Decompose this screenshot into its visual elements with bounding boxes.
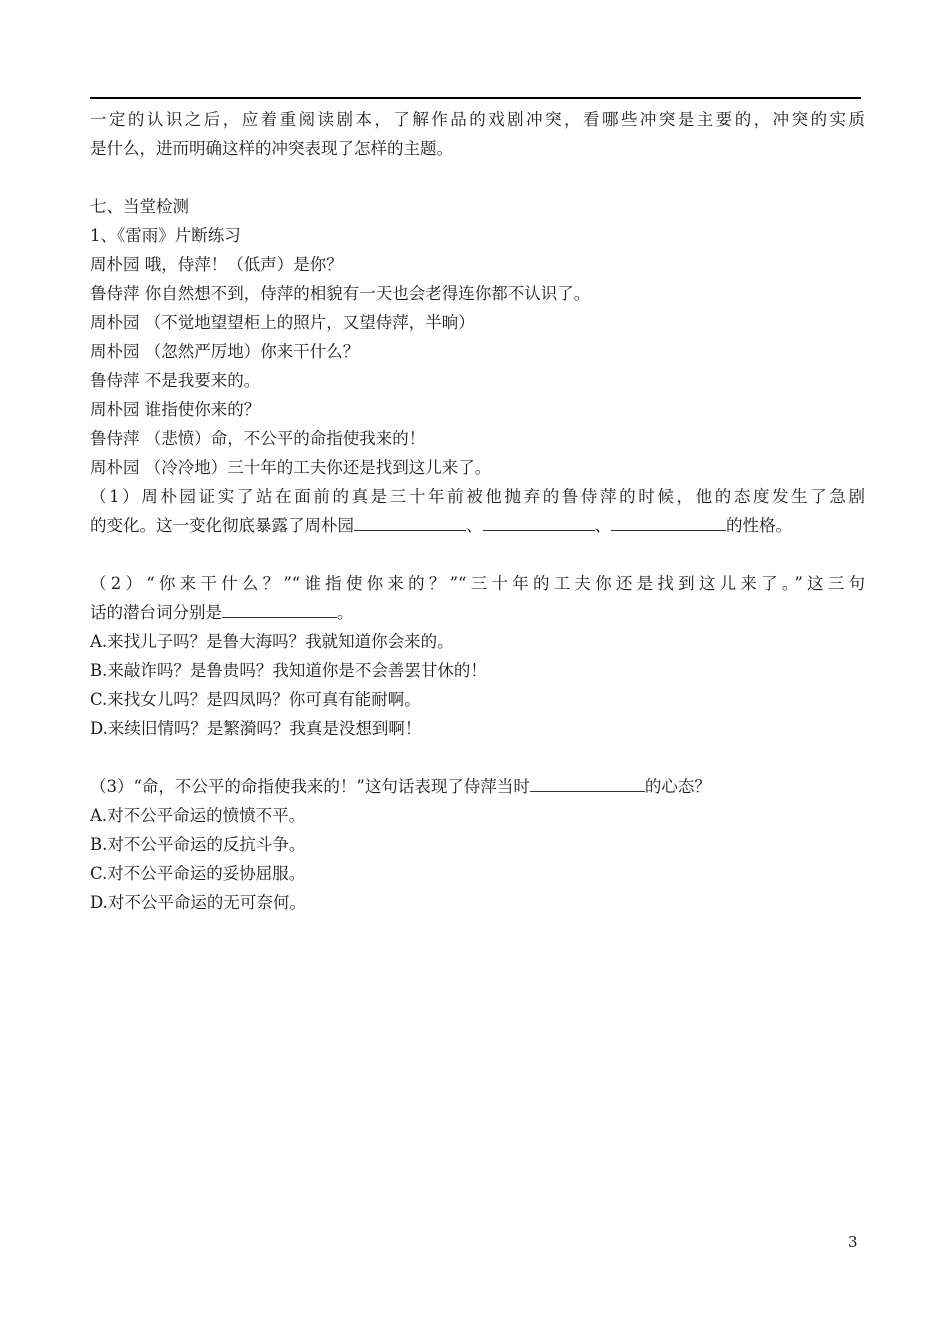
separator: 、 (594, 516, 611, 535)
dialogue-line (90, 366, 865, 395)
spacer (90, 540, 865, 569)
intro-line-1: 一定的认识之后，应着重阅读剧本，了解作品的戏剧冲突，看哪些冲突是主要的，冲突的实质 (90, 110, 865, 129)
question-2-line-2 (90, 598, 865, 627)
document-body (90, 105, 865, 917)
option-b: B.来敲诈吗？是鲁贵吗？我知道你是不会善罢甘休的！ (90, 661, 487, 680)
dialogue-speaker: 鲁侍萍 (90, 371, 140, 390)
option-a: A.来找儿子吗？是鲁大海吗？我就知道你会来的。 (90, 632, 454, 651)
dialogue-line (90, 395, 865, 424)
question-3-suffix: 的心态？ (644, 777, 711, 796)
dialogue-speaker: 鲁侍萍 (90, 284, 140, 303)
answer-blank-2[interactable] (483, 513, 595, 531)
exercise-title: 1、《雷雨》片断练习 (90, 226, 241, 245)
question-1-line-2 (90, 511, 865, 540)
answer-blank-4[interactable] (222, 600, 337, 618)
dialogue-line (90, 250, 865, 279)
question-3-line (90, 772, 865, 801)
dialogue-line (90, 424, 865, 453)
dialogue-line (90, 308, 865, 337)
question-3-prefix: （3）“命，不公平的命指使我来的！”这句话表现了侍萍当时 (90, 777, 530, 796)
answer-blank-3[interactable] (611, 513, 726, 531)
option-c: C.对不公平命运的妥协屈服。 (90, 864, 306, 883)
dialogue-speaker: 周朴园 (90, 255, 140, 274)
question-2-suffix: 。 (337, 603, 354, 622)
dialogue-text: （忽然严厉地）你来干什么？ (144, 342, 360, 361)
intro-line-2: 是什么，进而明确这样的冲突表现了怎样的主题。 (90, 139, 453, 158)
dialogue-speaker: 周朴园 (90, 313, 140, 332)
header-rule (90, 97, 861, 99)
separator: 、 (466, 516, 483, 535)
page-number: 3 (848, 1233, 858, 1251)
question-1-suffix: 的性格。 (726, 516, 792, 535)
dialogue-speaker: 周朴园 (90, 342, 140, 361)
dialogue-text: （冷冷地）三十年的工夫你还是找到这儿来了。 (144, 458, 492, 477)
dialogue-text: 不是我要来的。 (144, 371, 261, 390)
option-d: D.来续旧情吗？是繁漪吗？我真是没想到啊！ (90, 719, 422, 738)
dialogue-line (90, 453, 865, 482)
section-heading: 七、当堂检测 (90, 197, 189, 216)
question-2-line-1: （2）“你来干什么？”“谁指使你来的？”“三十年的工夫你还是找到这儿来了。”这三句 (90, 574, 865, 593)
dialogue-speaker: 周朴园 (90, 458, 140, 477)
dialogue-speaker: 鲁侍萍 (90, 429, 140, 448)
question-2-prefix: 话的潜台词分别是 (90, 603, 222, 622)
dialogue-line (90, 337, 865, 366)
option-d: D.对不公平命运的无可奈何。 (90, 893, 306, 912)
dialogue-text: （不觉地望望柜上的照片，又望侍萍，半晌） (144, 313, 475, 332)
option-c: C.来找女儿吗？是四凤吗？你可真有能耐啊。 (90, 690, 421, 709)
dialogue-text: 哦，侍萍！（低声）是你？ (144, 255, 343, 274)
dialogue-line (90, 279, 865, 308)
question-1-prefix: 的变化。这一变化彻底暴露了周朴园 (90, 516, 354, 535)
answer-blank-1[interactable] (354, 513, 466, 531)
dialogue-text: （悲愤）命，不公平的命指使我来的！ (144, 429, 426, 448)
answer-blank-5[interactable] (530, 774, 645, 792)
dialogue-text: 谁指使你来的？ (144, 400, 261, 419)
spacer (90, 743, 865, 772)
spacer (90, 163, 865, 192)
dialogue-speaker: 周朴园 (90, 400, 140, 419)
option-a: A.对不公平命运的愤愤不平。 (90, 806, 306, 825)
dialogue-text: 你自然想不到，侍萍的相貌有一天也会老得连你都不认识了。 (144, 284, 591, 303)
option-b: B.对不公平命运的反抗斗争。 (90, 835, 306, 854)
question-1-line-1: （1）周朴园证实了站在面前的真是三十年前被他抛弃的鲁侍萍的时候，他的态度发生了急剧 (90, 487, 865, 506)
